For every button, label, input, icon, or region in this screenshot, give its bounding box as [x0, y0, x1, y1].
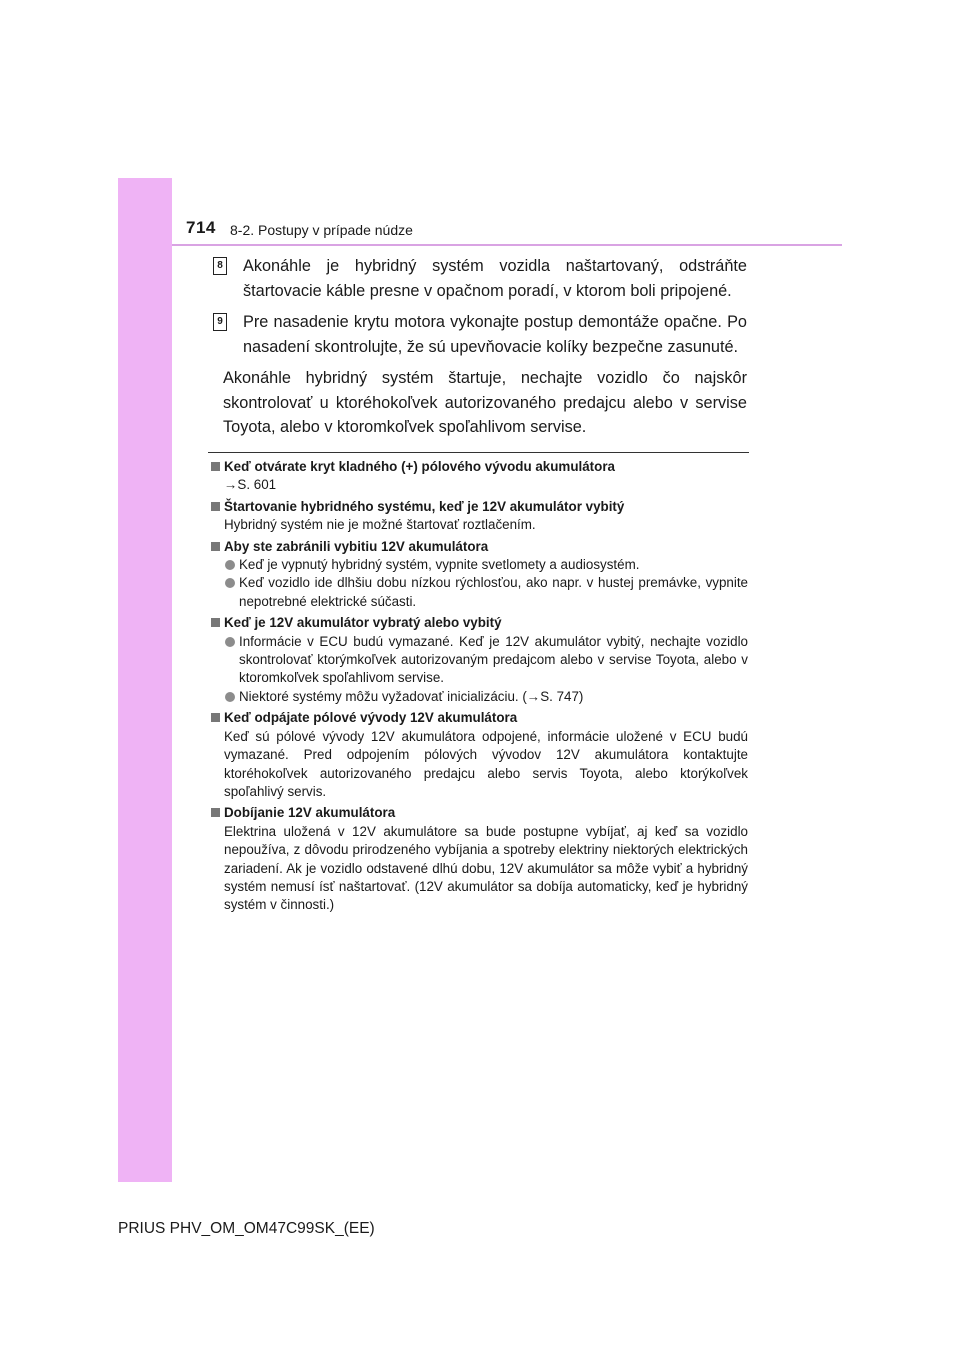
square-bullet-icon	[211, 808, 220, 817]
info-heading	[210, 538, 748, 556]
info-item	[210, 538, 748, 612]
info-item	[210, 709, 748, 801]
document-footer: PRIUS PHV_OM_OM47C99SK_(EE)	[118, 1220, 375, 1237]
info-heading	[210, 498, 748, 516]
after-steps-paragraph: Akonáhle hybridný systém štartuje, nechajte vozidlo čo najskôr skontrolovať u ktoréhokoľvek autorizovaného predajcu alebo v servise Toyota, alebo v ktoromkoľvek spoľahlivom servise.	[223, 369, 747, 436]
square-bullet-icon	[211, 462, 220, 471]
procedure-steps	[213, 254, 747, 440]
info-heading-text: Keď otvárate kryt kladného (+) pólového vývodu akumulátora	[224, 459, 615, 474]
info-section	[210, 458, 748, 918]
info-item	[210, 804, 748, 914]
info-heading-text: Dobíjanie 12V akumulátora	[224, 805, 396, 821]
info-heading	[210, 804, 748, 822]
circle-bullet-icon	[225, 560, 235, 570]
info-bullet	[210, 574, 748, 611]
info-text: →S. 601	[224, 477, 277, 493]
info-heading-text: Keď odpájate pólové vývody 12V akumulátora	[224, 710, 518, 726]
circle-bullet-icon	[225, 637, 235, 647]
bullet-text: Keď je vypnutý hybridný systém, vypnite svetlomety a audiosystém.	[239, 557, 640, 573]
square-bullet-icon	[211, 502, 220, 511]
info-item	[210, 614, 748, 706]
info-item	[210, 458, 748, 495]
square-bullet-icon	[211, 542, 220, 551]
step-8	[213, 254, 747, 303]
bullet-text: Keď vozidlo ide dlhšiu dobu nízkou rýchlosťou, ako napr. v hustej premávke, vypnite nepotrebné elektrické súčasti.	[239, 575, 748, 609]
info-heading	[210, 709, 748, 727]
bullet-text: Niektoré systémy môžu vyžadovať inicializáciu. (→S. 747)	[239, 688, 584, 704]
info-bullet	[210, 633, 748, 688]
info-heading-text: Keď je 12V akumulátor vybratý alebo vybitý	[224, 615, 502, 631]
step-9	[213, 310, 747, 359]
section-sidebar-tab	[118, 178, 172, 1182]
square-bullet-icon	[211, 713, 220, 722]
info-text: Elektrina uložená v 12V akumulátore sa bude postupne vybíjať, aj keď sa vozidlo nepoužíva, z dôvodu prirodzeného vybíjania a spotreby elektriny niektorých elektrických zariadení. Ak je vozidlo odstavené dlhú dobu, 12V akumulátor sa môže vybiť a hybridný systém nemusí ísť naštartovať. (12V akumulátor sa dobíja automaticky, keď je hybridný systém v činnosti.)	[224, 823, 748, 913]
info-text: Hybridný systém nie je možné štartovať roztlačením.	[224, 517, 536, 533]
step-number-box: 8	[213, 257, 227, 275]
step-text: Akonáhle je hybridný systém vozidla naštartovaný, odstráňte štartovacie káble presne v opačnom poradí, v ktorom boli pripojené.	[243, 257, 747, 300]
info-heading-text: Štartovanie hybridného systému, keď je 12V akumulátor vybitý	[224, 498, 625, 514]
step-number-box: 9	[213, 313, 227, 331]
step-text: Pre nasadenie krytu motora vykonajte postup demontáže opačne. Po nasadení skontrolujte, že sú upevňovacie kolíky bezpečne zasunuté.	[243, 313, 747, 356]
header-divider	[172, 244, 842, 246]
info-text: Keď sú pólové vývody 12V akumulátora odpojené, informácie uložené v ECU budú vymazané. Pred odpojením pólových vývodov 12V akumulátora kontaktujte ktoréhokoľvek autorizovaného predajcu alebo servis Toyota, alebo ktorýkoľvek spoľahlivý servis.	[224, 728, 748, 799]
square-bullet-icon	[211, 618, 220, 627]
info-bullet	[210, 688, 748, 706]
circle-bullet-icon	[225, 692, 235, 702]
info-heading-text: Aby ste zabránili vybitiu 12V akumulátora	[224, 538, 489, 554]
bullet-text: Informácie v ECU budú vymazané. Keď je 12V akumulátor vybitý, nechajte vozidlo skontrolovať ktorýmkoľvek autorizovaným predajcom alebo v servise Toyota, alebo v ktoromkoľvek spoľahlivom servise.	[239, 633, 748, 686]
info-bullet	[210, 556, 748, 574]
info-divider	[208, 452, 749, 453]
info-item	[210, 498, 748, 535]
info-heading	[210, 458, 748, 476]
section-title: 8-2. Postupy v prípade núdze	[230, 222, 413, 238]
info-heading	[210, 614, 748, 632]
page-number: 714	[186, 218, 216, 237]
circle-bullet-icon	[225, 578, 235, 588]
